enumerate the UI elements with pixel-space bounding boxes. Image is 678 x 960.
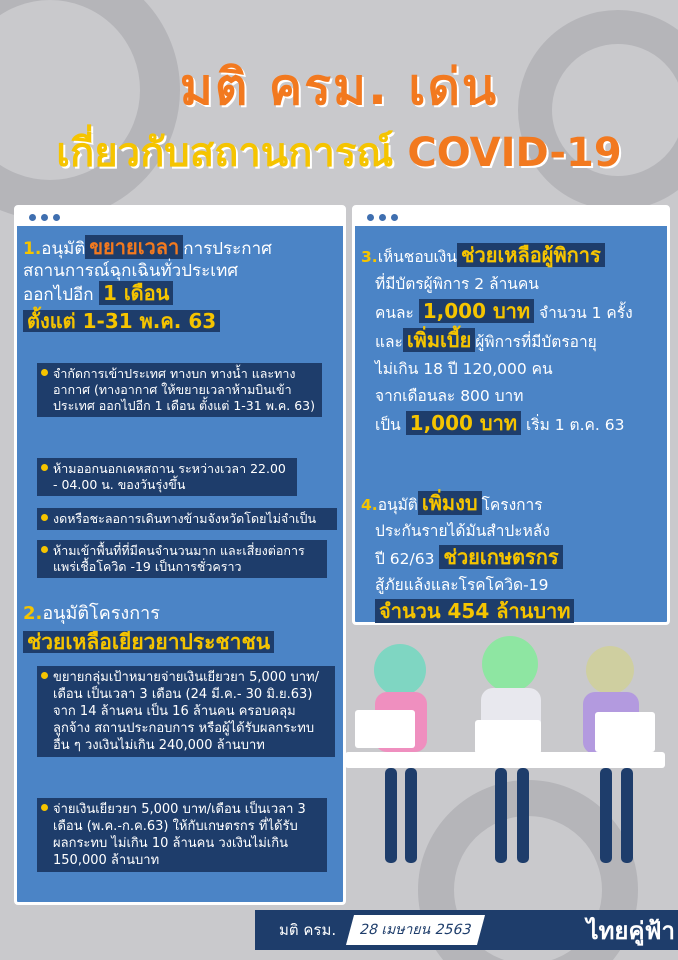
person-leg — [517, 768, 529, 863]
footer-label: มติ ครม. — [279, 921, 337, 939]
window-dot-icon — [379, 214, 386, 221]
window-dot-icon — [391, 214, 398, 221]
window-bar — [355, 208, 667, 226]
laptop-icon — [475, 720, 541, 754]
person-head — [482, 636, 538, 692]
person-leg — [405, 768, 417, 863]
laptop-icon — [595, 712, 655, 752]
person-head — [374, 644, 426, 696]
right-panel — [352, 205, 670, 625]
window-bar — [17, 208, 343, 226]
subtitle-thai: เกี่ยวกับสถานการณ์ — [56, 130, 394, 176]
person-leg — [600, 768, 612, 863]
section-1: 1.อนุมัติ ขยายเวลา การประกาศ สถานการณ์ฉุกเฉินทั่วประเทศ ออกไปอีก 1 เดือน ตั้งแต่ 1-31 พ.ค. 63 — [23, 235, 272, 333]
bullet-item: งดหรือชะลอการเดินทางข้ามจังหวัดโดยไม่จำเป็น — [37, 508, 337, 530]
footer-date: 28 เมษายน 2563 — [346, 915, 485, 945]
page-title: มติ ครม. เด่น — [179, 58, 499, 116]
bullet-item: ขยายกลุ่มเป้าหมายจ่ายเงินเยียวยา 5,000 บาท/เดือน เป็นเวลา 3 เดือน (24 มี.ค.- 30 มิ.ย.63) จาก 14 ล้านคน เป็น 16 ล้านคน ครอบคลุมลูกจ้าง สถานประกอบการ หรือผู้ได้รับผลกระทบอื่น ๆ วงเงินไม่เกิน 240,000 ล้านบาท — [37, 666, 335, 757]
thaikufah-logo: ไทยคู่ฟ้า — [586, 916, 675, 945]
bullet-item: ห้ามออกนอกเคหสถาน ระหว่างเวลา 22.00 - 04.00 น. ของวันรุ่งขึ้น — [37, 458, 297, 496]
left-panel — [14, 205, 346, 905]
footer-bar — [255, 910, 678, 950]
page-subtitle — [0, 120, 678, 184]
window-dot-icon — [53, 214, 60, 221]
people-illustration — [345, 630, 670, 870]
section-4: 4.อนุมัติ เพิ่มงบ โครงการ ประกันรายได้มันสำปะหลัง ปี 62/63 ช่วยเกษตรกร สู้ภัยแล้งและโรคโควิด-19 จำนวน 454 ล้านบาท — [361, 490, 667, 626]
section-2: 2.อนุมัติโครงการ ช่วยเหลือเยียวยาประชาชน — [23, 603, 341, 655]
window-dot-icon — [367, 214, 374, 221]
person-leg — [621, 768, 633, 863]
bullet-item: จ่ายเงินเยียวยา 5,000 บาท/เดือน เป็นเวลา 3 เดือน (พ.ค.-ก.ค.63) ให้กับเกษตรกร ที่ได้รับผลกระทบ ไม่เกิน 10 ล้านคน วงเงินไม่เกิน 150,000 ล้านบาท — [37, 798, 327, 872]
laptop-icon — [355, 710, 415, 748]
section-3: 3.เห็นชอบเงิน ช่วยเหลือผู้พิการ ที่มีบัตรผู้พิการ 2 ล้านคน คนละ 1,000 บาท จำนวน 1 ครั้ง และ เพิ่มเบี้ย ผู้พิการที่มีบัตรอายุ ไม่เกิน 18 ปี 120,000 คน จากเดือนละ 800 บาท เป็น 1,000 บาท เริ่ม 1 ต.ค. 63 — [361, 243, 633, 435]
person-head — [586, 646, 634, 694]
subtitle-covid: COVID-19 — [407, 130, 622, 176]
bullet-item: จำกัดการเข้าประเทศ ทางบก ทางน้ำ และทางอากาศ (ทางอากาศ ให้ขยายเวลาห้ามบินเข้าประเทศ ออกไปอีก 1 เดือน ตั้งแต่ 1-31 พ.ค. 63) — [37, 363, 322, 417]
bench — [345, 752, 665, 768]
bullet-item: ห้ามเข้าพื้นที่ที่มีคนจำนวนมาก และเสี่ยงต่อการแพร่เชื้อโควิด -19 เป็นการชั่วคราว — [37, 540, 327, 578]
person-leg — [495, 768, 507, 863]
window-dot-icon — [41, 214, 48, 221]
person-leg — [385, 768, 397, 863]
window-dot-icon — [29, 214, 36, 221]
